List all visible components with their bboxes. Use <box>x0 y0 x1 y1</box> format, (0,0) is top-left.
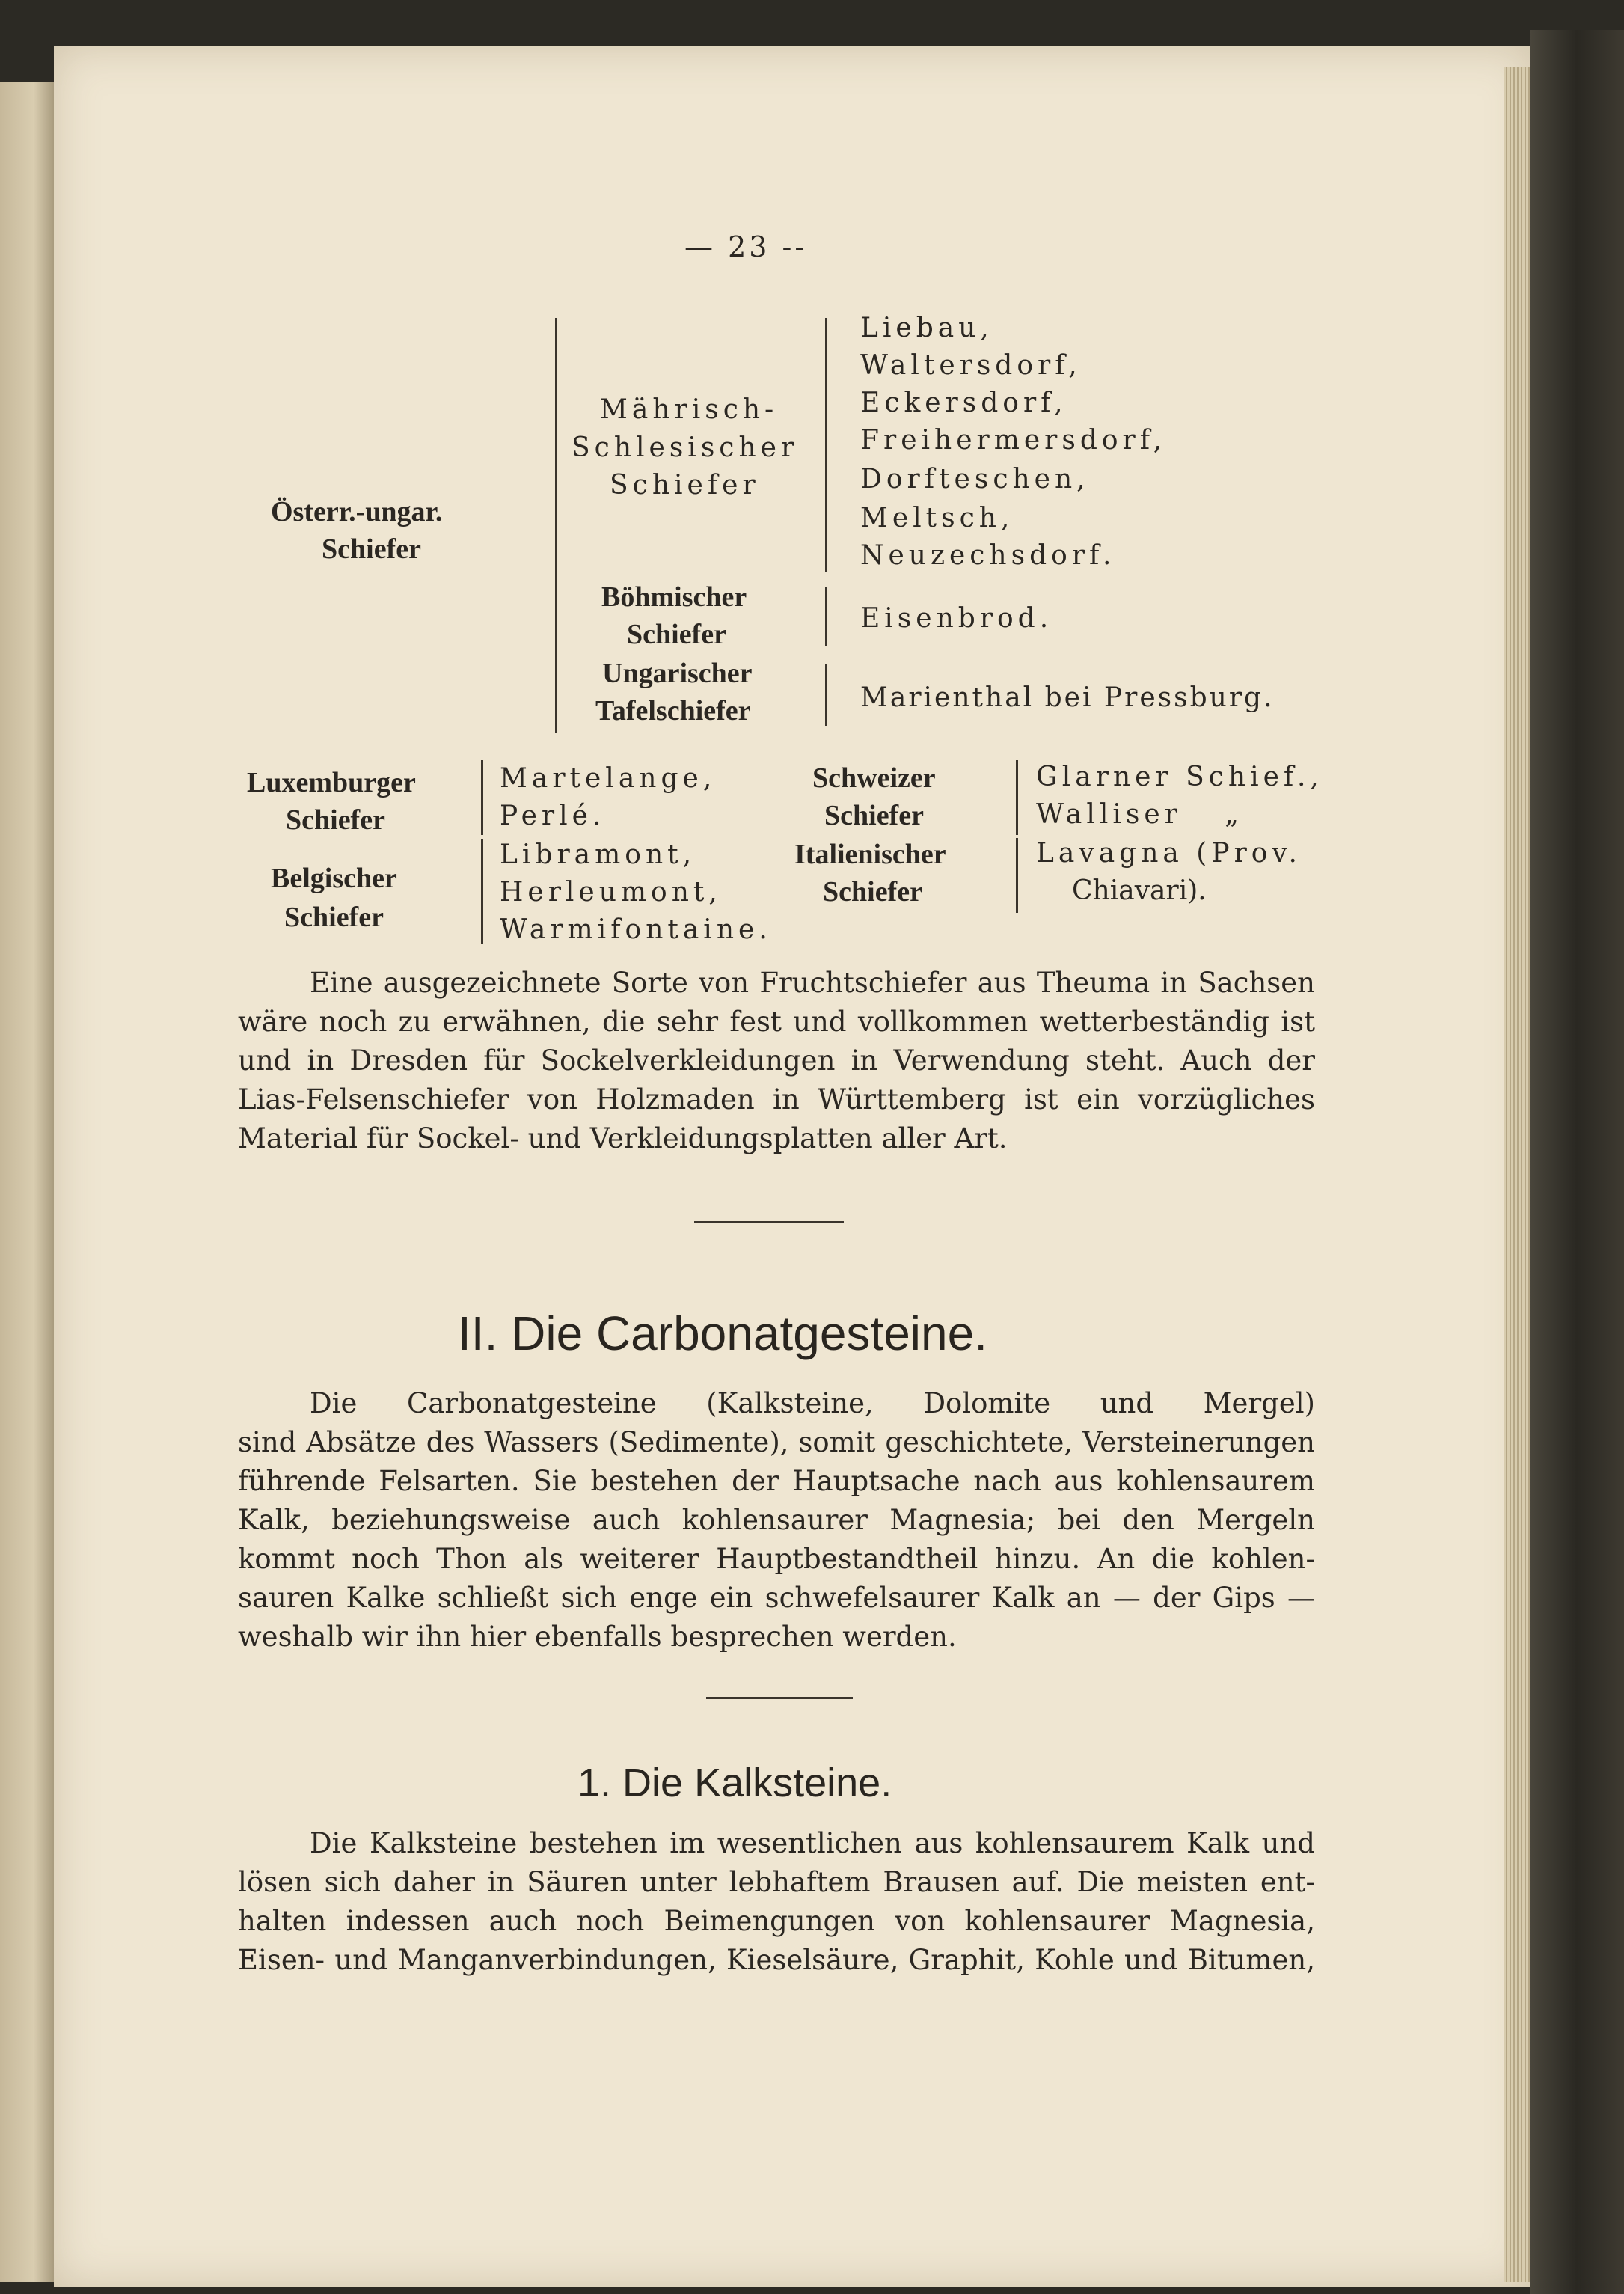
table1-place-6: Meltsch, <box>860 503 1014 533</box>
table2-sch-place-1: Glarner Schief., <box>1036 762 1323 792</box>
table1-place-3: Eckersdorf, <box>860 388 1067 418</box>
table1-place-marienthal: Marienthal bei Pressburg. <box>860 682 1275 713</box>
para2-line: weshalb wir ihn hier ebenfalls besprechen werden. <box>238 1621 957 1653</box>
page-number: — 23 -- <box>684 230 808 263</box>
para1-line: Lias-Felsenschiefer von Holzmaden in Württemberg ist ein vorzügliches <box>238 1083 1315 1116</box>
table2-ita-place-2: Chiavari). <box>1072 875 1207 906</box>
table2-ita-brace <box>1016 838 1018 913</box>
table1-place-2: Waltersdorf, <box>860 350 1082 381</box>
table2-sch-brace <box>1016 760 1018 835</box>
table1-group3-line2: Tafelschiefer <box>595 695 751 727</box>
table1-group2-brace <box>825 587 827 646</box>
table1-group1-line3: Schiefer <box>610 470 760 501</box>
left-page-edge <box>0 82 56 2282</box>
table1-place-eisenbrod: Eisenbrod. <box>860 603 1053 634</box>
table1-group2-line1: Böhmischer <box>601 581 747 613</box>
section-title: II. Die Carbonatgesteine. <box>458 1306 987 1360</box>
table1-group1-line1: Mährisch- <box>600 394 779 425</box>
table2-bel-place-1: Libramont, <box>500 839 696 870</box>
subsection-title: 1. Die Kalksteine. <box>577 1761 892 1805</box>
paragraph-carbonatgesteine <box>238 1384 1315 1657</box>
table1-group1-brace <box>825 318 827 572</box>
table2-bel-label-1: Belgischer <box>271 863 397 894</box>
para2-line: sind Absätze des Wassers (Sedimente), somit geschichtete, Versteinerungen <box>238 1426 1315 1458</box>
table2-sch-place-2: Walliser „ <box>1036 799 1243 830</box>
table2-sch-label-1: Schweizer <box>812 762 936 794</box>
table1-place-1: Liebau, <box>860 313 993 343</box>
para2-line: kommt noch Thon als weiterer Hauptbestandtheil hinzu. An die kohlen- <box>238 1543 1315 1575</box>
table2-bel-brace <box>481 839 483 944</box>
paragraph-kalksteine <box>238 1824 1315 1980</box>
table1-place-7: Neuzechsdorf. <box>860 540 1116 571</box>
divider-rule-2 <box>706 1697 853 1699</box>
table2-ita-place-1: Lavagna (Prov. <box>1036 838 1302 869</box>
table1-left-label-2: Schiefer <box>322 533 421 565</box>
paragraph-fruchtschiefer <box>238 964 1315 1158</box>
table2-lux-label-2: Schiefer <box>286 804 385 836</box>
para3-line: halten indessen auch noch Beimengungen von kohlensaurer Magnesia, <box>238 1905 1315 1937</box>
table1-place-4: Freihermersdorf, <box>860 425 1167 456</box>
para1-line: Material für Sockel- und Verkleidungsplatten aller Art. <box>238 1122 1008 1154</box>
table1-place-5: Dorfteschen, <box>860 464 1090 495</box>
table2-lux-label-1: Luxemburger <box>247 767 416 798</box>
divider-rule-1 <box>694 1221 844 1223</box>
para2-line: führende Felsarten. Sie bestehen der Hauptsache nach aus kohlensaurem <box>238 1465 1315 1497</box>
table1-group3-line1: Ungarischer <box>602 658 753 689</box>
para1-line: und in Dresden für Sockelverkleidungen in Verwendung steht. Auch der <box>238 1044 1315 1077</box>
table1-group1-line2: Schlesischer <box>572 432 799 463</box>
para3-line: Eisen- und Manganverbindungen, Kieselsäure, Graphit, Kohle und Bitumen, <box>238 1944 1315 1976</box>
table2-ita-label-2: Schiefer <box>823 876 922 908</box>
table2-lux-place-1: Martelange, <box>500 763 717 794</box>
table2-bel-label-2: Schiefer <box>284 902 384 933</box>
table1-outer-brace <box>555 318 557 733</box>
table1-group2-line2: Schiefer <box>627 619 726 650</box>
para2-line: Kalk, beziehungsweise auch kohlensaurer Magnesia; bei den Mergeln <box>238 1504 1315 1536</box>
para3-line: Die Kalksteine bestehen im wesentlichen aus kohlensaurem Kalk und <box>310 1827 1315 1859</box>
table2-lux-place-2: Perlé. <box>500 801 606 831</box>
table2-lux-brace <box>481 760 483 835</box>
para2-line: sauren Kalke schließt sich enge ein schwefelsaurer Kalk an — der Gips — <box>238 1582 1315 1614</box>
table2-bel-place-3: Warmifontaine. <box>500 914 772 945</box>
para1-line: Eine ausgezeichnete Sorte von Fruchtschiefer aus Theuma in Sachsen <box>310 967 1315 999</box>
para3-line: lösen sich daher in Säuren unter lebhaftem Brausen auf. Die meisten ent- <box>238 1866 1315 1898</box>
para1-line: wäre noch zu erwähnen, die sehr fest und vollkommen wetterbeständig ist <box>238 1006 1315 1038</box>
para2-line: Die Carbonatgesteine (Kalksteine, Dolomite und Mergel) <box>310 1387 1315 1419</box>
page-edges <box>1504 67 1533 2282</box>
table2-sch-label-2: Schiefer <box>824 800 924 831</box>
table2-ita-label-1: Italienischer <box>794 839 946 870</box>
book-binding <box>1530 30 1624 2294</box>
table1-group3-brace <box>825 664 827 726</box>
table1-left-label-1: Österr.-ungar. <box>271 496 443 527</box>
table2-bel-place-2: Herleumont, <box>500 877 722 908</box>
